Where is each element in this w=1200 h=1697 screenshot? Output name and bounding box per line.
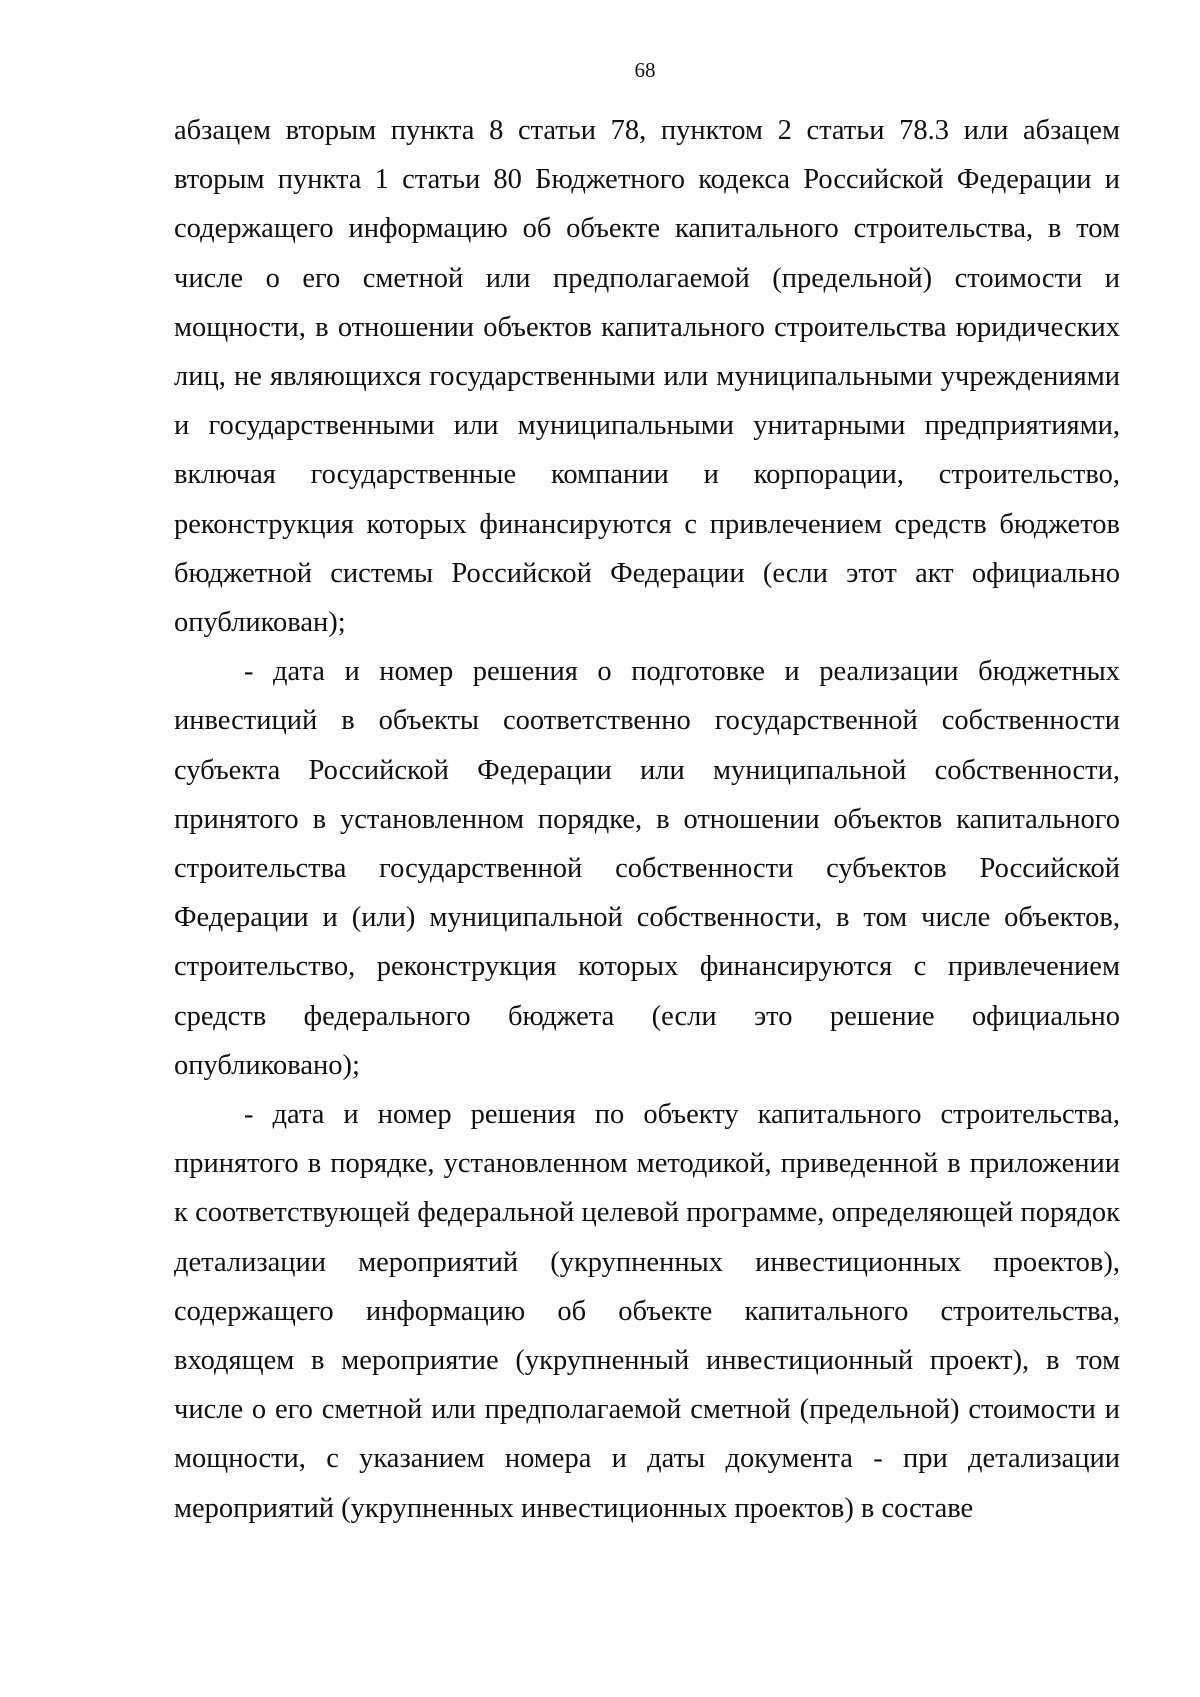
text-line: Федерации и (или) муниципальной собственности, в том числе объектов, xyxy=(174,902,1120,934)
text-line: строительства государственной собственности субъектов Российской xyxy=(174,853,1120,885)
paragraph-2 xyxy=(174,647,1120,1090)
text-line: входящем в мероприятие (укрупненный инвестиционный проект), в том xyxy=(174,1345,1120,1377)
text-line: принятого в порядке, установленном методикой, приведенной в приложении xyxy=(174,1148,1120,1180)
paragraph-3 xyxy=(174,1090,1120,1533)
text-line: строительство, реконструкция которых финансируются с привлечением xyxy=(174,951,1120,983)
text-line: вторым пункта 1 статьи 80 Бюджетного кодекса Российской Федерации и xyxy=(174,164,1120,196)
document-body xyxy=(174,106,1120,1533)
text-line: мощности, в отношении объектов капитального строительства юридических xyxy=(174,311,1120,343)
text-line: мощности, с указанием номера и даты документа - при детализации xyxy=(174,1443,1120,1475)
text-line: субъекта Российской Федерации или муниципальной собственности, xyxy=(174,754,1120,786)
text-line: - дата и номер решения по объекту капитального строительства, xyxy=(244,1099,1120,1131)
text-line: абзацем вторым пункта 8 статьи 78, пунктом 2 статьи 78.3 или абзацем xyxy=(174,115,1120,146)
text-line: средств федерального бюджета (если это решение официально xyxy=(174,1000,1120,1032)
text-line: лиц, не являющихся государственными или муниципальными учреждениями xyxy=(174,361,1120,393)
page-number: 68 xyxy=(634,58,656,82)
text-line: инвестиций в объекты соответственно государственной собственности xyxy=(174,705,1120,737)
text-line: числе о его сметной или предполагаемой (предельной) стоимости и xyxy=(174,262,1120,294)
text-line: реконструкция которых финансируются с привлечением средств бюджетов xyxy=(174,508,1120,540)
text-line: - дата и номер решения о подготовке и реализации бюджетных xyxy=(244,656,1120,688)
text-line: к соответствующей федеральной целевой программе, определяющей порядок xyxy=(174,1197,1120,1229)
text-line: опубликовано); xyxy=(174,1049,360,1081)
text-line: мероприятий (укрупненных инвестиционных проектов) в составе xyxy=(174,1492,974,1524)
text-line: детализации мероприятий (укрупненных инвестиционных проектов), xyxy=(174,1246,1120,1278)
text-line: принятого в установленном порядке, в отношении объектов капитального xyxy=(174,803,1120,835)
text-line: бюджетной системы Российской Федерации (если этот акт официально xyxy=(174,557,1120,589)
text-line: содержащего информацию об объекте капитального строительства, xyxy=(174,1295,1120,1327)
text-line: и государственными или муниципальными унитарными предприятиями, xyxy=(174,410,1120,442)
text-line: содержащего информацию об объекте капитального строительства, в том xyxy=(174,213,1120,245)
text-line: опубликован); xyxy=(174,607,346,639)
paragraph-1 xyxy=(174,106,1120,647)
text-line: включая государственные компании и корпорации, строительство, xyxy=(174,459,1120,491)
text-line: числе о его сметной или предполагаемой сметной (предельной) стоимости и xyxy=(174,1394,1120,1426)
